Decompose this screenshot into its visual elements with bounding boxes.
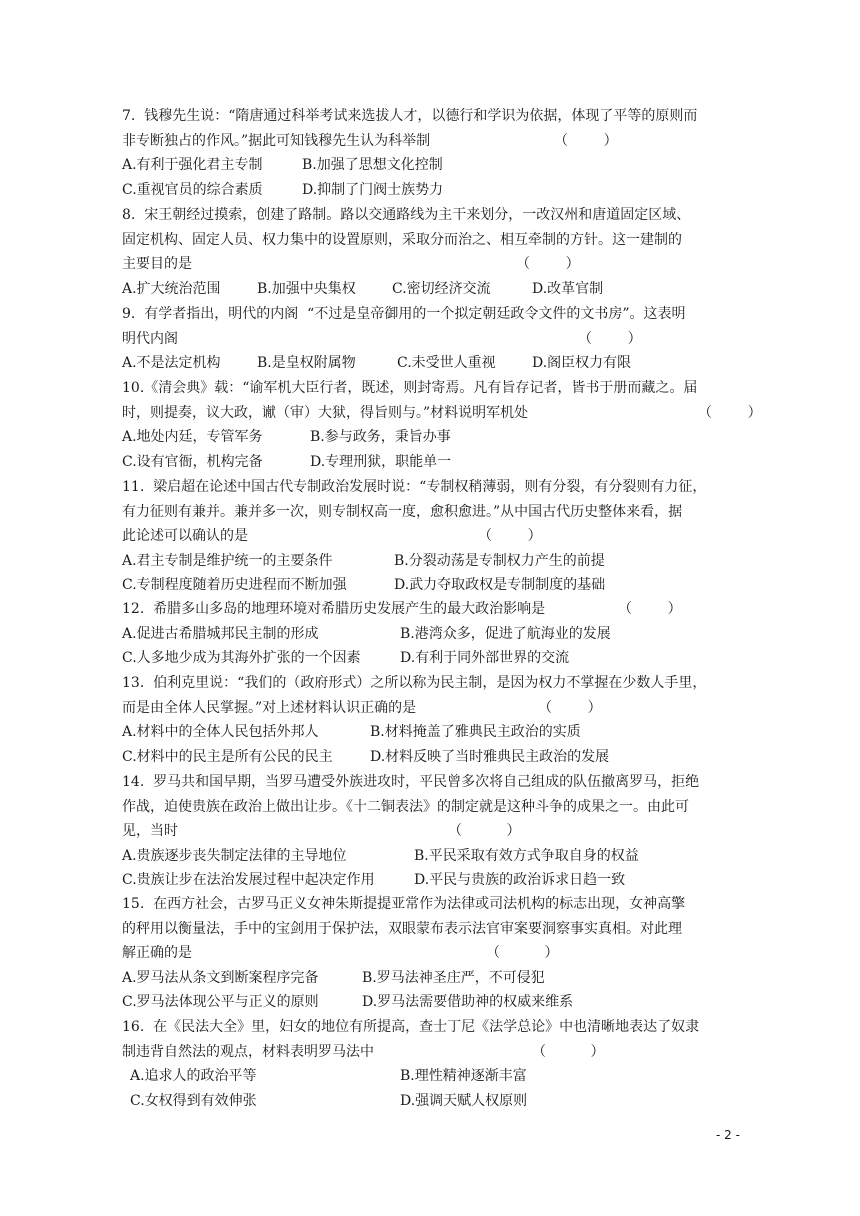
question-15 bbox=[122, 892, 742, 1015]
option-a: A.君主专制是维护统一的主要条件 bbox=[122, 552, 333, 569]
question-7 bbox=[122, 104, 742, 202]
question-text-line: 此论述可以确认的是 bbox=[122, 528, 248, 545]
option-a: A.追求人的政治平等 bbox=[130, 1068, 257, 1085]
option-b: B.是皇权附属物 bbox=[257, 355, 356, 372]
question-10 bbox=[122, 376, 762, 474]
option-b: B.材料掩盖了雅典民主政治的实质 bbox=[370, 724, 581, 741]
options-row bbox=[122, 450, 742, 475]
question-text-line: 主要目的是 bbox=[122, 256, 192, 273]
question-text-line: 时，则提奏，议大政，谳（审）大狱，得旨则与。”材料说明军机处 bbox=[122, 404, 529, 421]
options-row bbox=[122, 153, 742, 178]
option-a: A.促进古希腊城邦民主制的形成 bbox=[122, 625, 319, 642]
option-d: D.罗马法需要借助神的权威来维系 bbox=[362, 994, 574, 1011]
option-c: C.设有官衙，机构完备 bbox=[122, 453, 263, 470]
option-a: A.贵族逐步丧失制定法律的主导地位 bbox=[122, 847, 347, 864]
options-row bbox=[122, 425, 742, 450]
question-text-line: 非专断独占的作风。”据此可知钱穆先生认为科举制 bbox=[122, 132, 431, 149]
options-row bbox=[122, 549, 742, 574]
question-14 bbox=[122, 770, 742, 893]
answer-blank: （ ） bbox=[578, 330, 642, 347]
option-a: A.地处内廷，专管军务 bbox=[122, 429, 263, 446]
option-c: C.女权得到有效伸张 bbox=[130, 1092, 257, 1109]
option-c: C.密切经济交流 bbox=[392, 280, 491, 297]
question-12 bbox=[122, 597, 742, 671]
answer-blank: （ ） bbox=[618, 601, 682, 617]
question-text-line: 明代内阁 bbox=[122, 330, 178, 347]
option-c: C.贵族让步在法治发展过程中起决定作用 bbox=[122, 872, 375, 889]
options-row bbox=[122, 990, 742, 1015]
question-13 bbox=[122, 671, 742, 769]
option-a: A.有利于强化君主专制 bbox=[122, 157, 263, 174]
option-b: B.加强中央集权 bbox=[257, 280, 356, 297]
option-d: D.平民与贵族的政治诉求日趋一致 bbox=[414, 872, 626, 889]
question-text-line: 解正确的是 bbox=[122, 945, 192, 962]
question-text-line: 见，当时 bbox=[122, 823, 178, 840]
options-row bbox=[122, 573, 742, 598]
option-d: D.阁臣权力有限 bbox=[532, 355, 632, 372]
options-row bbox=[122, 178, 742, 203]
option-c: C.未受世人重视 bbox=[397, 355, 496, 372]
options-row bbox=[122, 1089, 742, 1114]
question-text-line: 15. 在西方社会，古罗马正义女神朱斯提提亚常作为法律或司法机构的标志出现，女神高擎 bbox=[122, 896, 686, 912]
options-row bbox=[122, 622, 742, 647]
question-9 bbox=[122, 302, 742, 376]
option-c: C.材料中的民主是所有公民的民主 bbox=[122, 748, 333, 765]
question-text-line: 固定机构、固定人员、权力集中的设置原则，采取分而治之、相互牵制的方针。这一建制的 bbox=[122, 231, 682, 248]
option-d: D.强调天赋人权原则 bbox=[400, 1092, 528, 1109]
answer-blank: （ ） bbox=[478, 528, 542, 545]
option-b: B.罗马法神圣庄严，不可侵犯 bbox=[362, 969, 545, 986]
question-text-line: 14. 罗马共和国早期，当罗马遭受外族进攻时，平民曾多次将自己组成的队伍撤离罗马，拒绝 bbox=[122, 774, 700, 790]
question-text-line: 11. 梁启超在论述中国古代专制政治发展时说：“专制权稍薄弱，则有分裂，有分裂则有力征， bbox=[122, 479, 707, 495]
option-d: D.抑制了门阀士族势力 bbox=[302, 181, 444, 198]
options-row bbox=[122, 745, 742, 770]
answer-blank: （ ） bbox=[538, 699, 602, 716]
answer-blank: （ ） bbox=[532, 1043, 605, 1060]
answer-blank: （ ） bbox=[554, 132, 618, 149]
question-text-line: 的秤用以衡量法，手中的宝剑用于保护法，双眼蒙布表示法官审案要洞察事实真相。对此理 bbox=[122, 920, 682, 937]
option-a: A.罗马法从条文到断案程序完备 bbox=[122, 969, 319, 986]
options-row bbox=[122, 277, 742, 302]
question-text-line: 8. 宋王朝经过摸索，创建了路制。路以交通路线为主干来划分，一改汉州和唐道固定区域、 bbox=[122, 207, 691, 223]
option-b: B.港湾众多，促进了航海业的发展 bbox=[400, 625, 611, 642]
options-row bbox=[122, 720, 742, 745]
option-b: B.理性精神逐渐丰富 bbox=[400, 1068, 527, 1085]
question-text-line: 13. 伯利克里说：“我们的（政府形式）之所以称为民主制，是因为权力不掌握在少数人手里， bbox=[122, 675, 707, 691]
option-d: D.武力夺取政权是专制制度的基础 bbox=[394, 577, 606, 594]
question-text-line: 9. 有学者指出，明代的内阁 “不过是皇帝御用的一个拟定朝廷政令文件的文书房”。这表明 bbox=[122, 306, 686, 322]
option-c: C.重视官员的综合素质 bbox=[122, 181, 263, 198]
option-c: C.专制程度随着历史进程而不断加强 bbox=[122, 577, 347, 594]
option-a: A.扩大统治范围 bbox=[122, 280, 221, 297]
question-text-line: 7. 钱穆先生说：“隋唐通过科举考试来选拔人才，以德行和学识为依据，体现了平等的原则而 bbox=[122, 108, 698, 124]
options-row bbox=[122, 646, 742, 671]
options-row bbox=[122, 351, 742, 376]
answer-blank: （ ） bbox=[516, 256, 580, 273]
option-b: B.分裂动荡是专制权力产生的前提 bbox=[394, 552, 605, 569]
option-c: C.罗马法体现公平与正义的原则 bbox=[122, 994, 319, 1011]
question-11 bbox=[122, 475, 742, 598]
question-text-line: 12. 希腊多山多岛的地理环境对希腊历史发展产生的最大政治影响是 bbox=[122, 601, 546, 617]
answer-blank: （ ） bbox=[698, 404, 762, 421]
options-row bbox=[122, 1064, 742, 1089]
option-a: A.不是法定机构 bbox=[122, 355, 221, 372]
option-b: B.平民采取有效方式争取自身的权益 bbox=[414, 847, 639, 864]
option-b: B.参与政务，秉旨办事 bbox=[310, 429, 451, 446]
options-row bbox=[122, 844, 742, 869]
page-number: - 2 - bbox=[716, 1128, 740, 1142]
question-16 bbox=[122, 1015, 742, 1113]
option-d: D.专理刑狱，职能单一 bbox=[310, 453, 452, 470]
question-text-line: 10.《清会典》载：“谕军机大臣行者，既述，则封寄焉。凡有旨存记者，皆书于册而藏之。届 bbox=[122, 380, 698, 396]
question-text-line: 16. 在《民法大全》里，妇女的地位有所提高，查士丁尼《法学总论》中也清晰地表达了奴隶 bbox=[122, 1019, 700, 1035]
answer-blank: （ ） bbox=[486, 945, 559, 962]
option-c: C.人多地少成为其海外扩张的一个因素 bbox=[122, 650, 361, 667]
question-text-line: 作战，迫使贵族在政治上做出让步。《十二铜表法》的制定就是这种斗争的成果之一。由此可 bbox=[122, 798, 689, 815]
question-text-line: 制违背自然法的观点，材料表明罗马法中 bbox=[122, 1043, 374, 1060]
option-b: B.加强了思想文化控制 bbox=[302, 157, 443, 174]
question-text-line: 有力征则有兼并。兼并多一次，则专制权高一度，愈积愈进。”从中国古代历史整体来看，据 bbox=[122, 503, 683, 520]
options-row bbox=[122, 868, 742, 893]
option-d: D.有利于同外部世界的交流 bbox=[400, 650, 570, 667]
question-text-line: 而是由全体人民掌握。”对上述材料认识正确的是 bbox=[122, 699, 417, 716]
option-d: D.材料反映了当时雅典民主政治的发展 bbox=[370, 748, 610, 765]
options-row bbox=[122, 966, 742, 991]
option-a: A.材料中的全体人民包括外邦人 bbox=[122, 724, 319, 741]
answer-blank: （ ） bbox=[448, 823, 521, 840]
option-d: D.改革官制 bbox=[532, 280, 604, 297]
question-8 bbox=[122, 203, 742, 301]
